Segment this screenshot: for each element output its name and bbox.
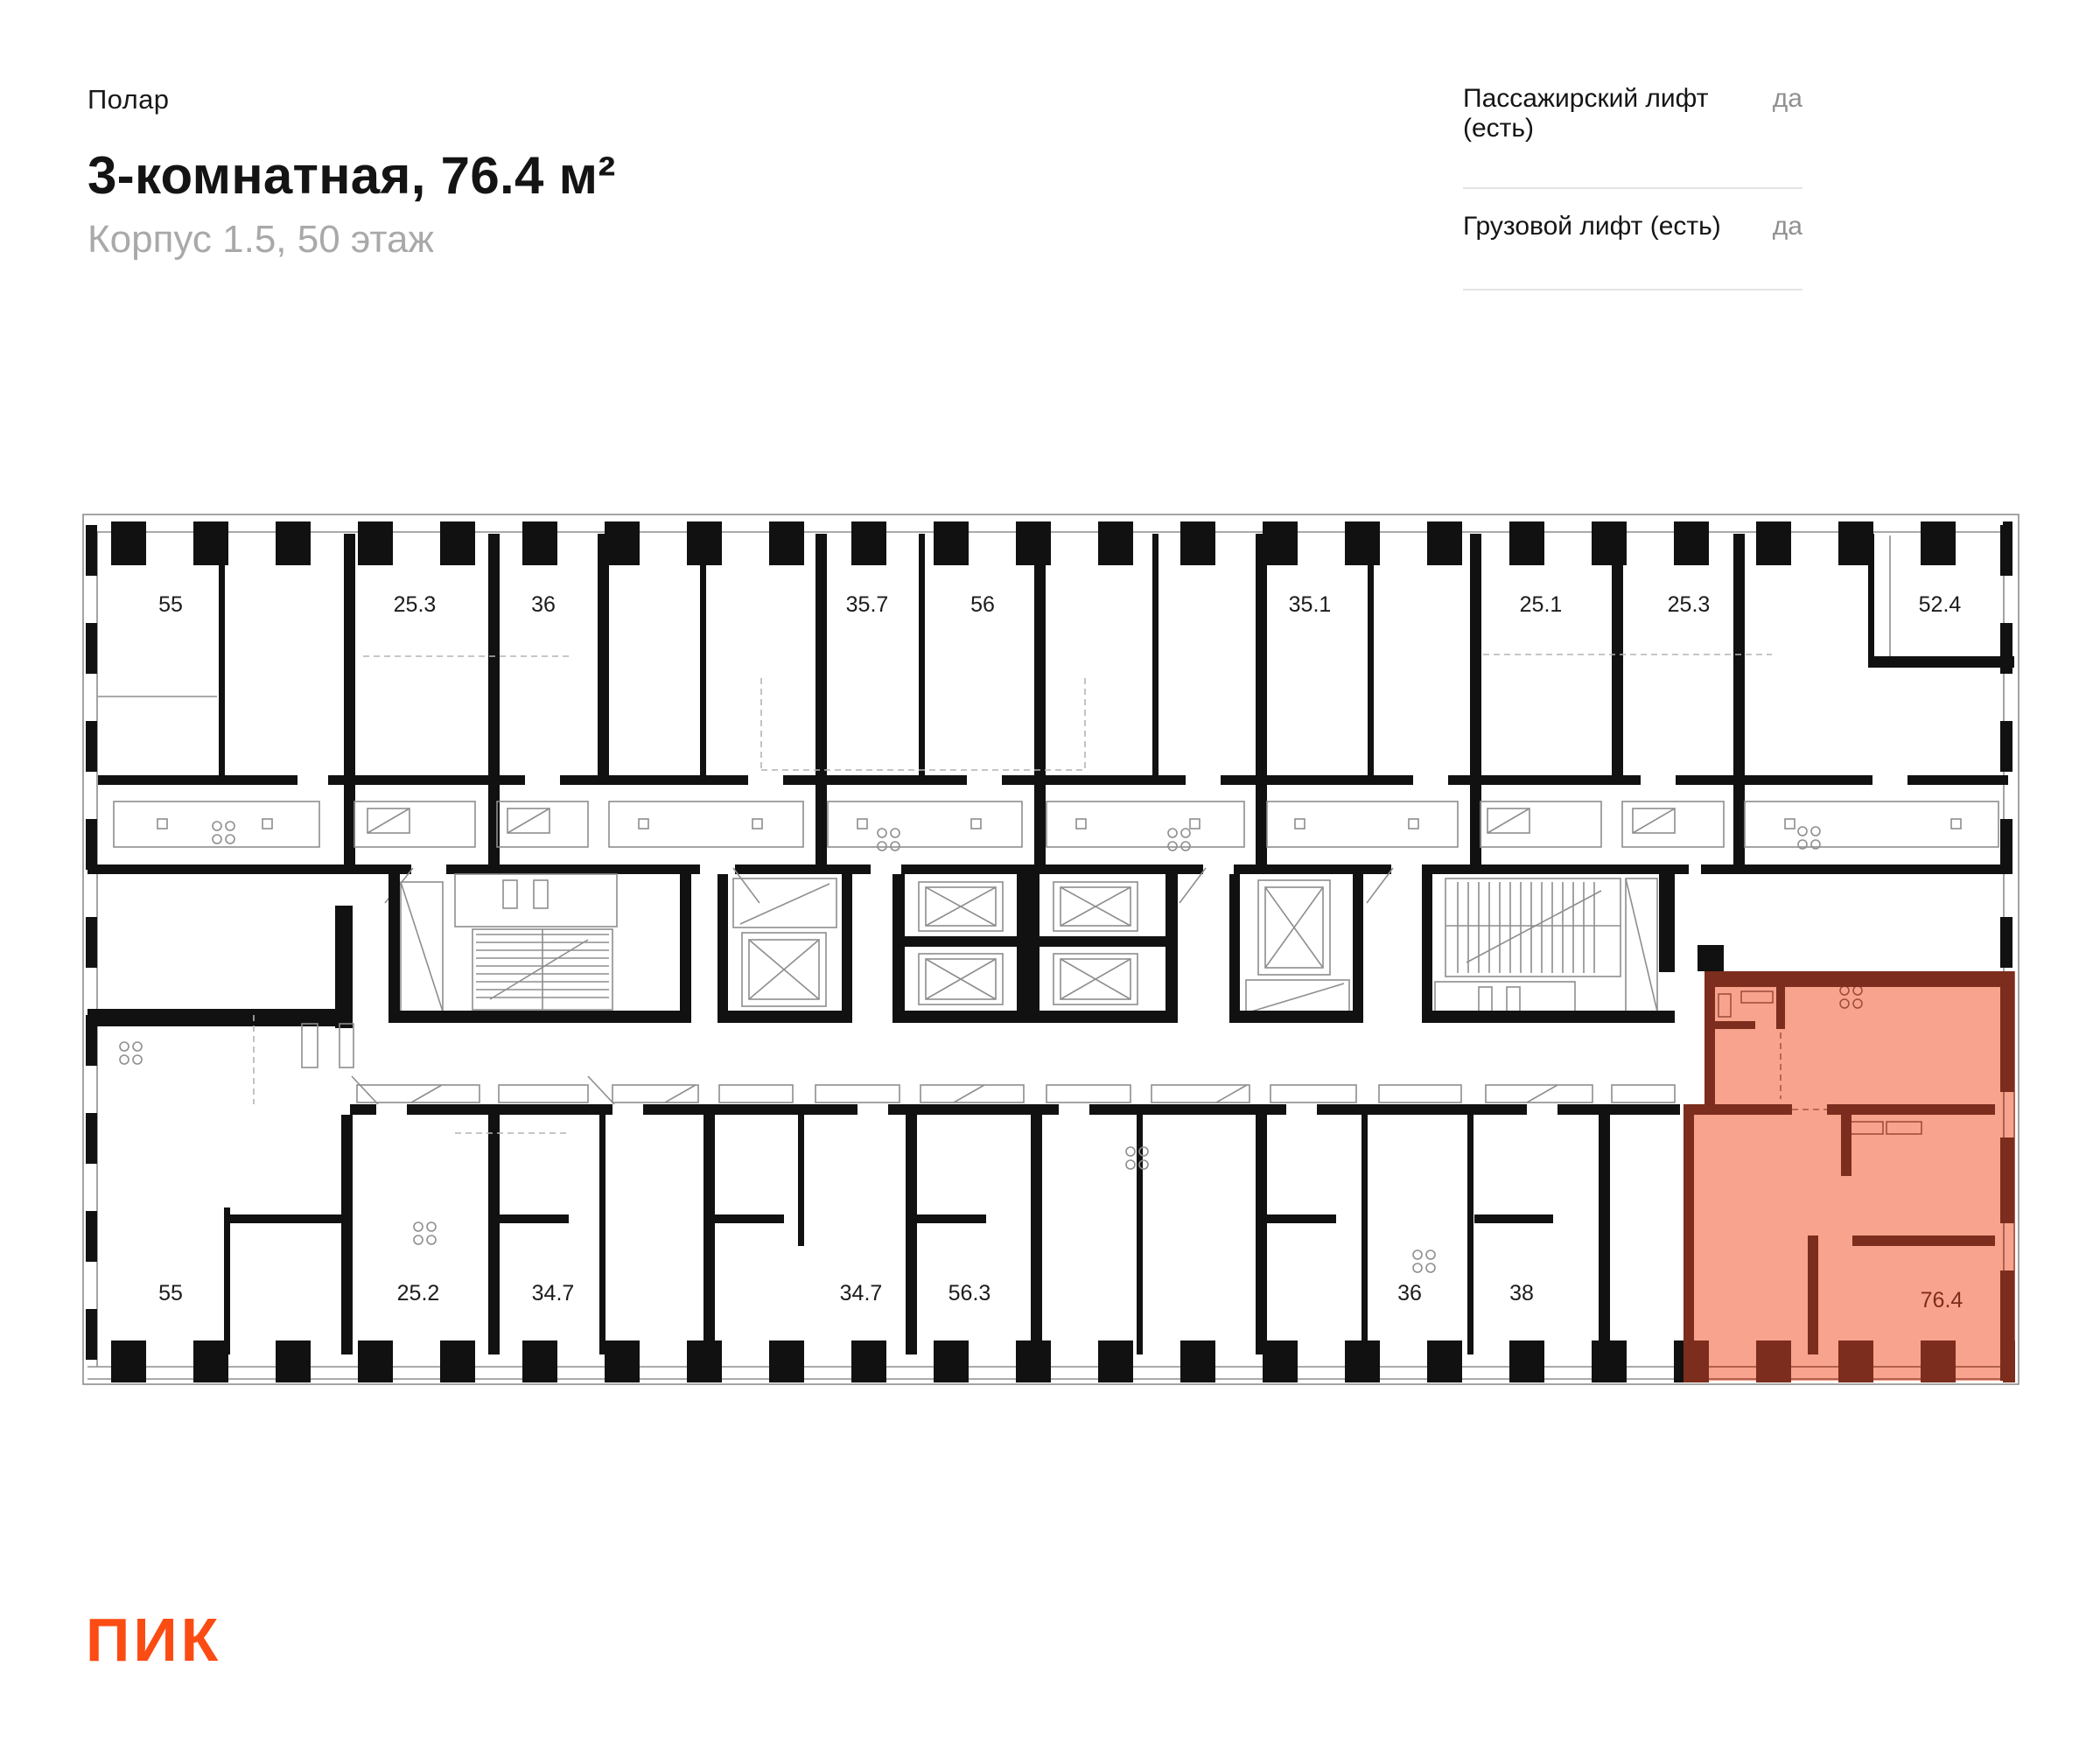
area-label: 35.1 [1288, 592, 1332, 617]
elevator-shaft-icon [1258, 880, 1330, 975]
stove-icon [213, 822, 234, 844]
stove-icon [1413, 1250, 1435, 1272]
pik-logo[interactable]: ПИК [86, 1606, 222, 1674]
info-value: да [1772, 84, 1802, 113]
bed-rails [357, 1085, 1675, 1102]
apartment-title: 3-комнатная, 76.4 м² [88, 146, 616, 205]
area-label: 25.1 [1519, 592, 1563, 617]
area-label: 55 [158, 592, 183, 617]
info-value: да [1772, 212, 1802, 241]
stair-core [1422, 874, 1675, 1017]
top-units [98, 534, 2014, 874]
area-label: 35.7 [845, 592, 889, 617]
elevator-core [1229, 874, 1363, 1015]
loggia-rails [114, 802, 1998, 847]
stair-core [388, 874, 691, 1012]
highlighted-area-label: 76.4 [1920, 1288, 1964, 1312]
highlighted-apartment[interactable] [1684, 971, 2015, 1382]
area-label: 25.3 [1667, 592, 1711, 617]
info-label: Пассажирский лифт (есть) [1463, 84, 1709, 143]
area-label: 56.3 [948, 1281, 991, 1306]
stove-icon [120, 1042, 142, 1064]
elevator-shaft-icon [1054, 882, 1138, 931]
area-label: 34.7 [839, 1281, 883, 1306]
info-label: Грузовой лифт (есть) [1463, 212, 1721, 241]
elevator-shaft-icon [1054, 954, 1138, 1004]
area-label: 56 [970, 592, 995, 617]
stove-icon [1798, 827, 1820, 849]
project-name: Полар [88, 84, 170, 115]
area-label: 25.2 [396, 1281, 440, 1306]
area-label: 36 [1397, 1281, 1422, 1306]
area-label: 52.4 [1918, 592, 1962, 617]
area-label: 25.3 [393, 592, 437, 617]
elevator-shaft-icon [919, 882, 1003, 931]
corridor-walls [88, 864, 2012, 903]
elevator-core [718, 874, 852, 1012]
area-label: 55 [158, 1281, 183, 1306]
bottom-units [88, 1009, 1680, 1354]
area-label: 34.7 [531, 1281, 575, 1306]
elevator-core-central [892, 874, 1178, 1022]
area-label: 38 [1509, 1281, 1534, 1306]
building-floor-subtitle: Корпус 1.5, 50 этаж [88, 218, 434, 261]
area-label: 36 [531, 592, 556, 617]
elevator-shaft-icon [742, 933, 826, 1006]
elevator-shaft-icon [919, 954, 1003, 1004]
stove-icon [414, 1222, 436, 1244]
